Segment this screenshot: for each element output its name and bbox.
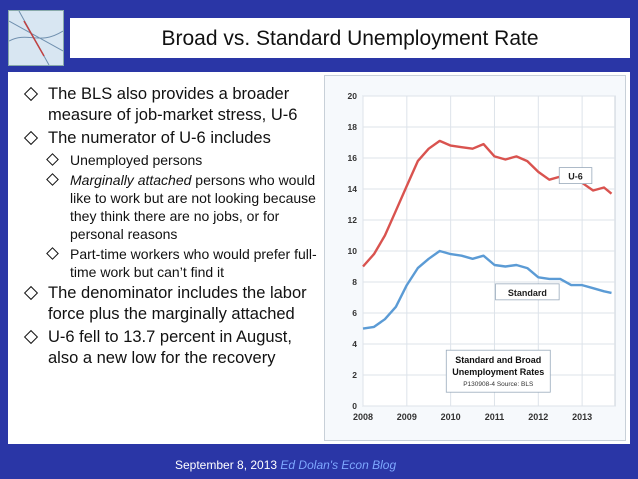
- bullet-item: The BLS also provides a broader measure of job-market stress, U-6: [14, 84, 319, 126]
- bullet-list: [14, 84, 319, 371]
- diamond-bullet-icon: [24, 330, 38, 344]
- sub-bullet-item: Marginally attached persons who would like to work but are not looking because they think there are no jobs, or for personal reasons: [14, 171, 319, 243]
- footer-date: September 8, 2013: [175, 458, 278, 472]
- y-tick-label: 20: [347, 91, 357, 101]
- bullet-item: The numerator of U-6 includes: [14, 128, 319, 149]
- y-tick-label: 12: [347, 215, 357, 225]
- footer-blog: Ed Dolan's Econ Blog: [280, 458, 397, 472]
- unemployment-chart: [325, 76, 625, 440]
- x-tick-label: 2010: [440, 412, 461, 422]
- y-tick-label: 6: [352, 308, 357, 318]
- y-tick-label: 16: [347, 153, 357, 163]
- slide-title: Broad vs. Standard Unemployment Rate: [161, 27, 539, 50]
- y-tick-label: 4: [352, 339, 357, 349]
- blog-logo: [8, 10, 64, 66]
- slide-content: [8, 72, 630, 444]
- x-tick-label: 2011: [484, 412, 505, 422]
- bullet-item: The denominator includes the labor force plus the marginally attached: [14, 283, 319, 325]
- footer: [175, 458, 396, 472]
- u6-series-label: U-6: [568, 171, 583, 182]
- y-tick-label: 14: [347, 184, 357, 194]
- diamond-bullet-icon: [24, 131, 38, 145]
- chart-frame: [324, 75, 626, 441]
- y-tick-label: 2: [352, 370, 357, 380]
- chart-title-line2: Unemployment Rates: [452, 367, 545, 378]
- chart-title-line1: Standard and Broad: [455, 355, 542, 366]
- diamond-bullet-icon: [46, 173, 59, 186]
- x-tick-label: 2012: [528, 412, 549, 422]
- y-tick-label: 0: [352, 401, 357, 411]
- x-tick-label: 2013: [572, 412, 593, 422]
- y-tick-label: 8: [352, 277, 357, 287]
- diamond-bullet-icon: [46, 153, 59, 166]
- diamond-bullet-icon: [24, 286, 38, 300]
- sub-bullet-item: Part-time workers who would prefer full-time work but can’t find it: [14, 245, 319, 281]
- x-tick-label: 2009: [396, 412, 417, 422]
- chart-subtitle: P130908-4 Source: BLS: [463, 381, 534, 389]
- italic-term: Marginally attached: [70, 172, 192, 188]
- y-tick-label: 18: [347, 122, 357, 132]
- diamond-bullet-icon: [24, 87, 38, 101]
- title-bar: [70, 18, 630, 58]
- standard-series-label: Standard: [507, 287, 547, 298]
- diamond-bullet-icon: [46, 247, 59, 260]
- y-tick-label: 10: [347, 246, 357, 256]
- logo-graphic: [9, 11, 63, 65]
- sub-bullet-item: Unemployed persons: [14, 151, 319, 169]
- bullet-item: U-6 fell to 13.7 percent in August, also a new low for the recovery: [14, 327, 319, 369]
- x-tick-label: 2008: [352, 412, 374, 422]
